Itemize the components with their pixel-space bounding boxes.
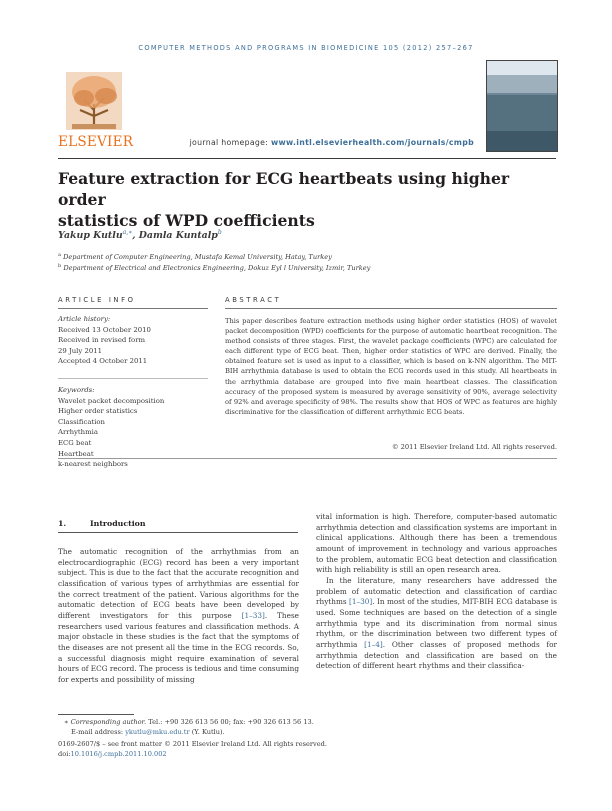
history-item: Received in revised form (58, 336, 146, 345)
intro-heading-rule (58, 532, 298, 533)
title-line-2: statistics of WPD coefficients (58, 211, 315, 230)
homepage-label: journal homepage: (189, 138, 271, 147)
keyword: Arrhythmia (58, 428, 98, 437)
affiliation-a (58, 252, 332, 261)
author-separator: , (132, 230, 139, 242)
paragraph: vital information is high. Therefore, computer-based automatic arrhythmia detection and classification systems are important in clinical applications. Although there has been a tremendous amount of improvement in technology and various approaches to the problem, automatic ECG beat detection and classification with high reliability is still an open research area. (316, 512, 557, 575)
abstract-rule (225, 308, 557, 309)
keyword: Higher order statistics (58, 407, 138, 416)
history-item: 29 July 2011 (58, 346, 102, 355)
footnote-rule (58, 714, 134, 715)
keyword: Heartbeat (58, 449, 94, 458)
publisher-name: ELSEVIER (58, 134, 134, 150)
citation-link[interactable]: [1–4] (364, 639, 383, 649)
author-affiliation-mark[interactable]: b (217, 229, 222, 236)
affiliation-text: Department of Computer Engineering, Mustafa Kemal University, Hatay, Turkey (63, 253, 332, 262)
keyword: ECG beat (58, 438, 92, 447)
article-info-rule (58, 308, 208, 309)
title-line-1: Feature extraction for ECG heartbeats using higher order (58, 169, 510, 209)
cover-title-band (487, 75, 557, 93)
affiliation-mark: a (58, 252, 61, 258)
copyright-line: © 2011 Elsevier Ireland Ltd. All rights reserved. (391, 443, 557, 451)
abstract-heading: ABSTRACT (225, 296, 282, 304)
cover-bottom-band (487, 131, 557, 151)
intro-left-column (58, 547, 299, 686)
journal-homepage (0, 138, 474, 147)
intro-right-column (316, 512, 557, 672)
abstract-bottom-rule (58, 458, 557, 459)
homepage-link[interactable]: www.intl.elsevierhealth.com/journals/cmpb (270, 138, 474, 147)
history-label: Article history: (58, 315, 111, 323)
article-history (58, 314, 208, 367)
info-divider (58, 378, 208, 379)
corresponding-author-note: ∗ Corresponding author. Tel.: +90 326 613 56 00; fax: +90 326 613 56 13. (64, 718, 314, 726)
paragraph: In the literature, many researchers have addressed the problem of automatic detection and classification of cardiac rhythms [1–30]. In most of the studies, MIT-BIH ECG database is used. Some techniques are based on the detection of a single arrhythmia type and its discrimination from normal sinus rhythm, or the discrimination between two different types of arrhythmia [1–4]. Other classes of proposed methods for arrhythmia detection and classification are based on the detection of different heart rhythms and their classifica- (316, 575, 558, 671)
keyword: Classification (58, 417, 105, 426)
author-name: Damla Kuntalp (138, 230, 218, 242)
journal-citation-line: COMPUTER METHODS AND PROGRAMS IN BIOMEDICINE 105 (2012) 257–267 (138, 44, 474, 52)
journal-cover-image (486, 60, 558, 152)
history-item: Received 13 October 2010 (58, 325, 151, 334)
author-list (58, 229, 222, 241)
affiliation-b (58, 263, 370, 272)
history-item: Accepted 4 October 2011 (58, 357, 148, 366)
author-affiliation-mark[interactable]: a,∗ (122, 229, 133, 236)
affiliation-mark: b (58, 263, 62, 269)
affiliation-text: Department of Electrical and Electronics Engineering, Dokuz Eyl l University, Izmir, Turkey (63, 264, 371, 273)
keyword: Wavelet packet decomposition (58, 396, 165, 405)
citation-link[interactable]: [1–33] (241, 610, 265, 620)
keywords-label: Keywords: (58, 386, 95, 394)
paragraph: The automatic recognition of the arrhythmias from an electrocardiographic (ECG) record has been a very important subject. This is due to the fact that the accurate recognition and classification of various types of arrhythmias are essential for the correct treatment of the patient. Various algorithms for the automatic detection of ECG beats have been developed by different investigators for this purpose [1–33]. These researchers used various features and classification methods. A major obstacle in these studies is the fact that the symptoms of the diseases are not present all the time in the ECG records. So, a successful diagnosis might require examination of several hours of ECG record. The process is tedious and time consuming for experts and possibility of missing (58, 547, 300, 684)
email-note: E-mail address: ykutlu@mku.edu.tr (Y. Kutlu). (71, 728, 225, 736)
keyword: k-nearest neighbors (58, 460, 128, 469)
cover-top-band (487, 61, 557, 75)
email-link[interactable]: ykutlu@mku.edu.tr (125, 728, 190, 736)
article-info-heading: ARTICLE INFO (58, 296, 136, 304)
citation-link[interactable]: [1–30] (349, 597, 373, 607)
header-rule (58, 158, 556, 159)
doi-line: doi:10.1016/j.cmpb.2011.10.002 (58, 750, 167, 758)
section-number: 1. (58, 519, 67, 528)
article-title (58, 168, 558, 231)
section-title: Introduction (90, 519, 146, 528)
author-name: Yakup Kutlu (58, 230, 123, 242)
section-heading-introduction (58, 519, 146, 528)
issn-line: 0169-2607/$ – see front matter © 2011 Elsevier Ireland Ltd. All rights reserved. (58, 740, 327, 748)
abstract-text: This paper describes feature extraction methods using higher order statistics (HOS) of wavelet packet decomposition (WPD) coefficients for the purpose of automatic heartbeat recognition. The method consists of three stages. First, the wavelet package coefficients (WPC) are calculated for each different type of ECG beat. Then, higher order statistics of WPC are derived. Finally, the obtained feature set is used as input to a classifier, which is based on k-NN algorithm. The MIT-BIH arrhythmia database is used to obtain the ECG records used in this study. All heartbeats in the arrhythmia database are grouped into five main heartbeat classes. The classification accuracy of the proposed system is measured by average sensitivity of 90%, average selectivity of 92% and average specificity of 98%. The results show that HOS of WPC as features are highly discriminative for the classification of different arrhythmic ECG beats. (225, 317, 557, 416)
doi-link[interactable]: 10.1016/j.cmpb.2011.10.002 (70, 750, 167, 758)
